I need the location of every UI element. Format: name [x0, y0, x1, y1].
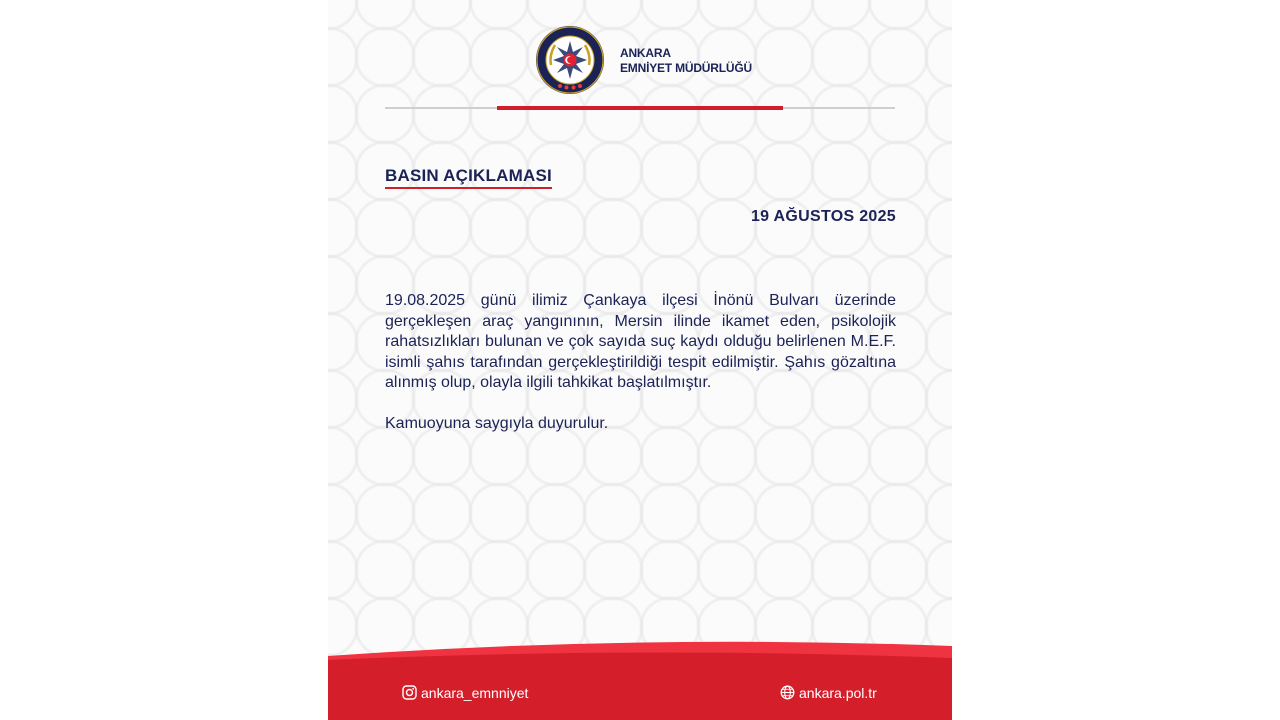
- body-paragraph: 19.08.2025 günü ilimiz Çankaya ilçesi İnönü Bulvarı üzerinde gerçekleşen araç yangınının, Mersin ilinde ikamet eden, psikolojik rahatsızlıkları bulunan ve çok sayıda suç kaydı olduğu belirlenen M.E.F. isimli şahıs tarafından gerçekleştirildiği tespit edilmiştir. Şahıs gözaltına alınmış olup, olayla ilgili tahkikat başlatılmıştır.: [385, 292, 896, 391]
- header-divider-accent: [497, 106, 783, 110]
- document-date: 19 AĞUSTOS 2025: [750, 208, 896, 225]
- footer: [328, 640, 952, 720]
- document-title: BASIN AÇIKLAMASI: [385, 166, 552, 185]
- website-link[interactable]: [780, 685, 877, 701]
- footer-wave: [328, 640, 952, 720]
- title-underline: [385, 187, 552, 189]
- org-name-line1: ANKARA: [620, 46, 671, 60]
- instagram-icon: [402, 686, 417, 701]
- instagram-link[interactable]: [402, 685, 528, 701]
- svg-text:EGM: EGM: [565, 78, 575, 83]
- press-release-page: [328, 0, 952, 720]
- globe-icon: [780, 686, 795, 701]
- closing-line: Kamuoyuna saygıyla duyurulur.: [385, 415, 609, 432]
- website-url: ankara.pol.tr: [799, 685, 877, 701]
- org-name-line2: EMNİYET MÜDÜRLÜĞÜ: [620, 61, 752, 75]
- police-emblem-icon: [535, 25, 605, 95]
- document-body: [385, 291, 896, 394]
- organization-name: [620, 46, 752, 76]
- instagram-handle: ankara_emnniyet: [421, 685, 529, 701]
